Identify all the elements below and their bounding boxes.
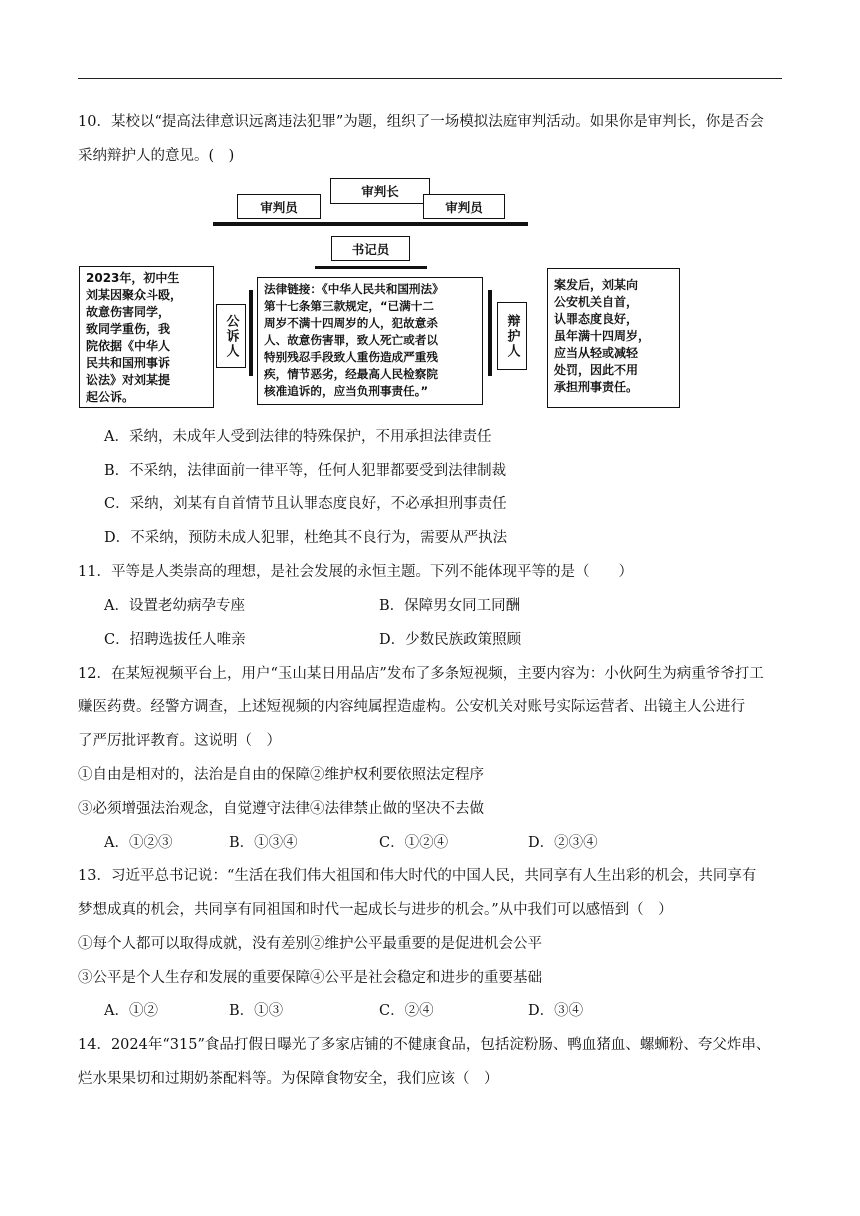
law-line: 疾，情节恶劣，经最高人民检察院 [264,367,438,381]
q10-option-b[interactable]: B．不采纳，法律面前一律平等，任何人犯罪都要受到法律制裁 [104,463,507,479]
defender-label [497,302,527,370]
q13-statements-2: ③公平是个人生存和发展的重要保障④公平是社会稳定和进步的重要基础 [78,970,542,986]
q13-statements-1: ①每个人都可以取得成就，没有差别②维护公平最重要的是促进机会公平 [78,936,542,952]
defense-line: 公安机关自首， [554,295,639,309]
q11-option-d[interactable]: D．少数民族政策照顾 [379,632,522,648]
prosecution-line: 致同学重伤，我 [86,322,171,336]
defense-line: 承担刑事责任。 [554,380,639,394]
prosecution-line: 起公诉。 [86,390,135,404]
defense-line: 虽年满十四周岁， [554,329,651,343]
q12-stem-line2: 赚医药费。经警方调查，上述短视频的内容纯属捏造虚构。公安机关对账号实际运营者、出镜主人公进行 [78,699,745,715]
defense-desk-bar [488,290,492,376]
law-line: 第十七条第三款规定，“已满十二 [264,299,434,313]
q13-stem-line2: 梦想成真的机会，共同享有同祖国和时代一起成长与进步的机会。”从中我们可以感悟到（ ） [78,902,673,918]
q14-stem-line2: 烂水果果切和过期奶茶配料等。为保障食物安全，我们应该（ ） [78,1071,499,1087]
q12-option-b[interactable]: B．①③④ [229,835,298,851]
q11-stem: 11．平等是人类崇高的理想，是社会发展的永恒主题。下列不能体现平等的是（ ） [78,564,633,580]
defense-line: 认罪态度良好， [554,312,639,326]
prosecution-statement [79,266,214,408]
clerk-desk-bar [315,266,427,269]
q12-stem-line3: 了严厉批评教育。这说明（ ） [78,733,281,749]
prosecution-line: 2023年，初中生 [86,271,180,285]
q11-option-a[interactable]: A．设置老幼病孕专座 [104,598,245,614]
q10-option-c[interactable]: C．采纳，刘某有自首情节且认罪态度良好，不必承担刑事责任 [104,496,507,512]
q10-option-d[interactable]: D．不采纳，预防未成人犯罪，杜绝其不良行为，需要从严执法 [104,530,508,546]
judge-left-box: 审判员 [237,194,321,219]
prosecution-line: 院依据《中华人 [86,339,171,353]
defense-line: 案发后，刘某向 [554,278,639,292]
q13-option-c[interactable]: C．②④ [379,1003,434,1019]
q12-stem-line1: 12．在某短视频平台上，用户“玉山某日用品店”发布了多条短视频，主要内容为：小伙阿生为病重爷爷打工 [78,666,764,682]
q12-option-d[interactable]: D．②③④ [528,835,598,851]
q13-option-b[interactable]: B．①③ [229,1003,284,1019]
prosecutor-label-text: 公诉人 [223,313,239,359]
q10-stem-line1: 10．某校以“提高法律意识远离违法犯罪”为题，组织了一场模拟法庭审判活动。如果你是审判长，你是否会 [78,114,764,130]
defense-line: 处罚，因此不用 [554,363,639,377]
law-line: 核准追诉的，应当负刑事责任。” [264,384,429,398]
defender-label-text: 辩护人 [504,313,520,359]
prosecution-line: 刘某因聚众斗殴， [86,288,183,302]
law-line: 特别残忍手段致人重伤造成严重残 [264,350,438,364]
prosecution-line: 讼法》对刘某提 [86,373,171,387]
q12-statements-1: ①自由是相对的，法治是自由的保障②维护权利要依照法定程序 [78,767,484,783]
q11-option-b[interactable]: B．保障男女同工同酬 [379,598,521,614]
prosecution-desk-bar [249,290,253,376]
q11-option-c[interactable]: C．招聘选拔任人唯亲 [104,632,246,648]
bench-bar [213,222,528,226]
judge-right-box: 审判员 [423,194,505,219]
q13-option-a[interactable]: A．①② [104,1003,158,1019]
prosecutor-label [216,304,246,368]
law-line: 法律链接：《中华人民共和国刑法》 [264,282,444,296]
defense-line: 应当从轻或减轻 [554,346,639,360]
q14-stem-line1: 14．2024年“315”食品打假日曝光了多家店铺的不健康食品，包括淀粉肠、鸭血猪血、螺蛳粉、夸父炸串、 [78,1037,771,1053]
header-rule [78,78,782,79]
q12-option-a[interactable]: A．①②③ [104,835,173,851]
prosecution-line: 民共和国刑事诉 [86,356,171,370]
prosecution-line: 故意伤害同学， [86,305,171,319]
clerk-box: 书记员 [331,236,410,261]
q10-stem-line2: 采纳辩护人的意见。( ) [78,148,235,164]
defense-statement [547,268,680,408]
law-line: 人、故意伤害罪，致人死亡或者以 [264,333,438,347]
q12-option-c[interactable]: C．①②④ [379,835,449,851]
law-link-box [257,277,483,405]
q13-option-d[interactable]: D．③④ [528,1003,584,1019]
q10-option-a[interactable]: A．采纳，未成年人受到法律的特殊保护，不用承担法律责任 [104,429,492,445]
chief-judge-box: 审判长 [330,178,430,204]
law-line: 周岁不满十四周岁的人，犯故意杀 [264,316,438,330]
q12-statements-2: ③必须增强法治观念，自觉遵守法律④法律禁止做的坚决不去做 [78,801,484,817]
q13-stem-line1: 13．习近平总书记说：“生活在我们伟大祖国和伟大时代的中国人民，共同享有人生出彩的机会，共同享有 [78,868,757,884]
